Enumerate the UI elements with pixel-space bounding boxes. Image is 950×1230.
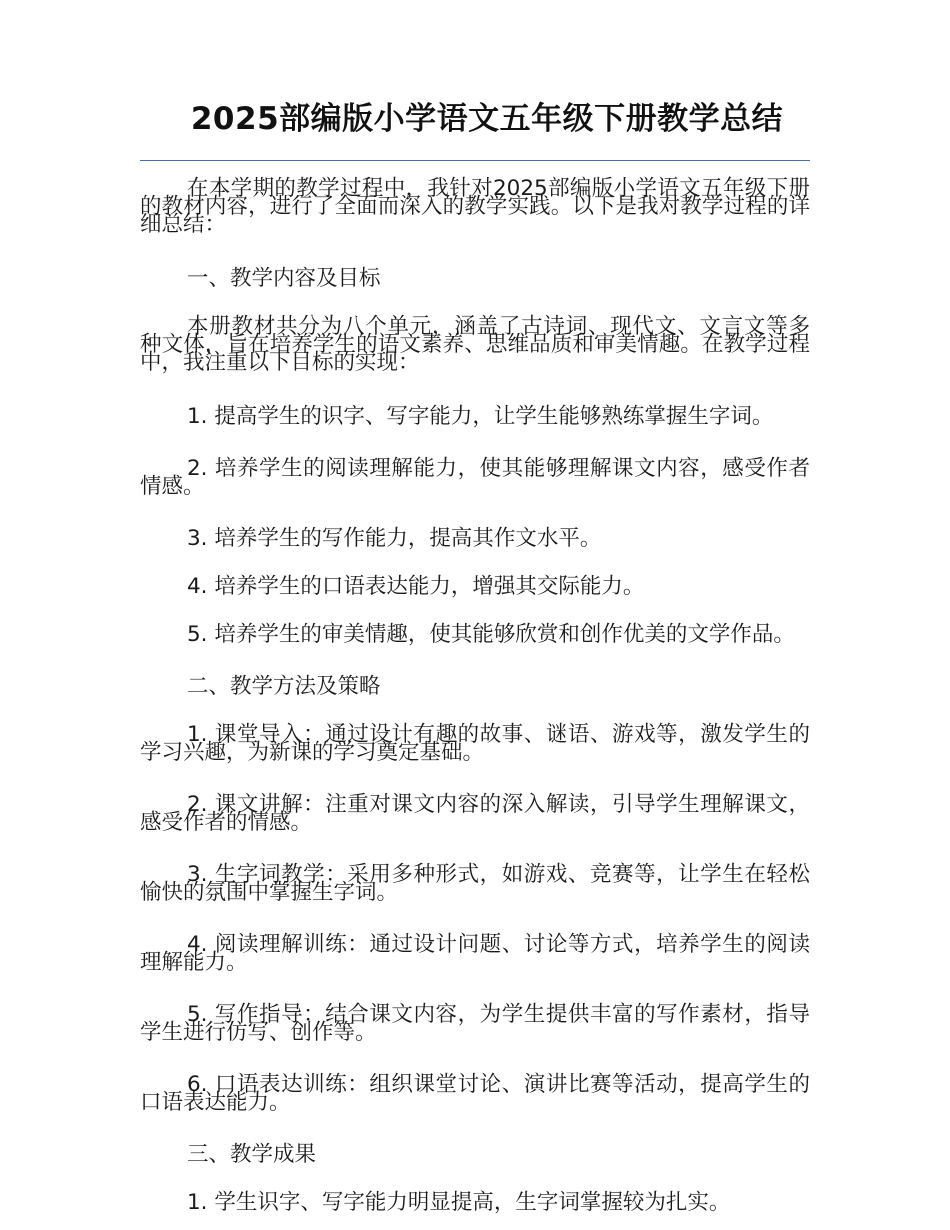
section-heading-content-goals: 一、教学内容及目标: [187, 266, 381, 291]
section-heading-results: 三、教学成果: [187, 1142, 317, 1167]
method-item-2: 2. 课文讲解：注重对课文内容的深入解读，引导学生理解课文，感受作者的情感。: [140, 792, 810, 835]
goal-item-4: 4. 培养学生的口语表达能力，增强其交际能力。: [187, 574, 645, 599]
result-item-1: 1. 学生识字、写字能力明显提高，生字词掌握较为扎实。: [187, 1190, 731, 1215]
method-item-5: 5. 写作指导：结合课文内容，为学生提供丰富的写作素材，指导学生进行仿写、创作等。: [140, 1002, 810, 1045]
goal-item-3: 3. 培养学生的写作能力，提高其作文水平。: [187, 526, 602, 551]
section-heading-methods: 二、教学方法及策略: [187, 674, 381, 699]
title-divider: [140, 160, 810, 161]
document-body: [140, 176, 810, 1215]
document-title: 2025部编版小学语文五年级下册教学总结: [190, 101, 784, 137]
content-paragraph: 本册教材共分为八个单元，涵盖了古诗词、现代文、文言文等多种文体，旨在培养学生的语文素养、思维品质和审美情趣。在教学过程中，我注重以下目标的实现：: [140, 314, 810, 375]
goal-item-2: 2. 培养学生的阅读理解能力，使其能够理解课文内容，感受作者情感。: [140, 456, 810, 499]
method-item-3: 3. 生字词教学：采用多种形式，如游戏、竞赛等，让学生在轻松愉快的氛围中掌握生字词。: [140, 862, 810, 905]
method-item-1: 1. 课堂导入：通过设计有趣的故事、谜语、游戏等，激发学生的学习兴趣，为新课的学习奠定基础。: [140, 722, 810, 765]
method-item-4: 4. 阅读理解训练：通过设计问题、讨论等方式，培养学生的阅读理解能力。: [140, 932, 810, 975]
goal-item-1: 1. 提高学生的识字、写字能力，让学生能够熟练掌握生字词。: [187, 404, 774, 429]
intro-paragraph: 在本学期的教学过程中，我针对2025部编版小学语文五年级下册的教材内容，进行了全面而深入的教学实践。以下是我对教学过程的详细总结：: [140, 176, 810, 237]
goal-item-5: 5. 培养学生的审美情趣，使其能够欣赏和创作优美的文学作品。: [187, 622, 795, 647]
method-item-6: 6. 口语表达训练：组织课堂讨论、演讲比赛等活动，提高学生的口语表达能力。: [140, 1072, 810, 1115]
